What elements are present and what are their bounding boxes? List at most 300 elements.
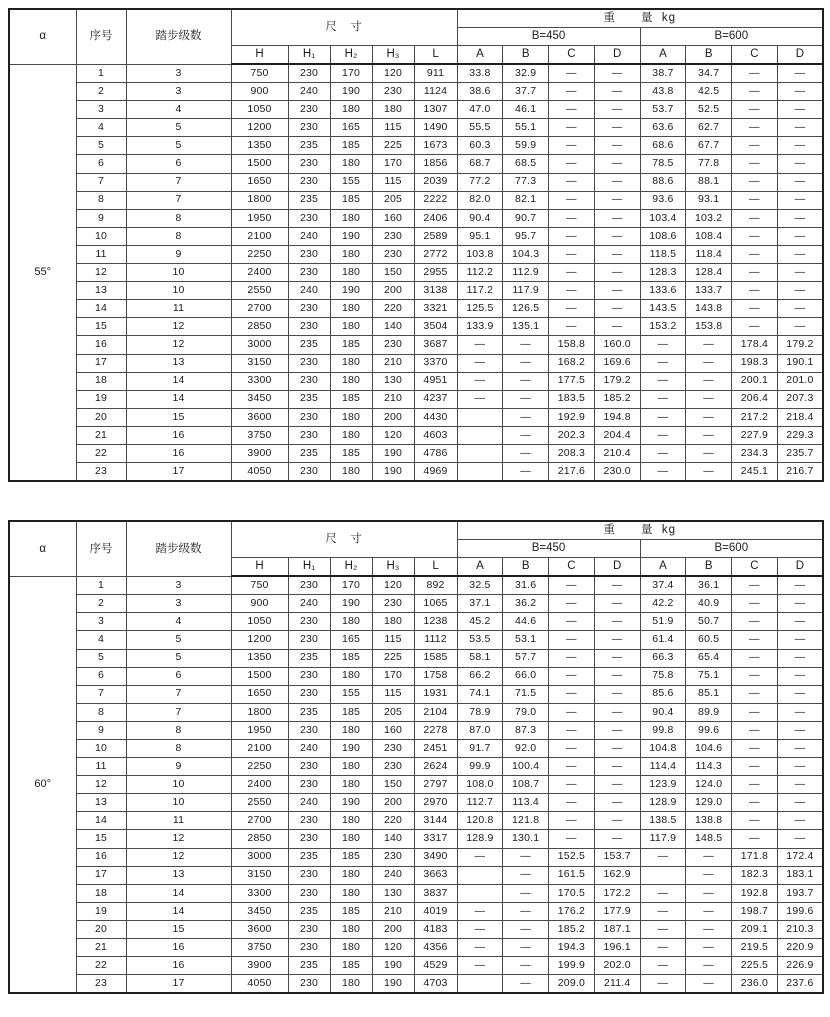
cell: 99.6 [686, 721, 732, 739]
cell: — [732, 631, 778, 649]
cell: — [777, 264, 823, 282]
cell: — [732, 173, 778, 191]
cell: 1200 [231, 119, 288, 137]
cell: 235 [288, 902, 330, 920]
cell: 205 [372, 191, 414, 209]
cell: — [732, 794, 778, 812]
cell: 120 [372, 576, 414, 595]
cell: 4 [126, 613, 231, 631]
cell: 87.3 [503, 721, 549, 739]
cell: 153.8 [686, 318, 732, 336]
cell: 45.2 [457, 613, 503, 631]
cell: — [503, 463, 549, 482]
cell: 4529 [414, 957, 457, 975]
cell: 140 [372, 830, 414, 848]
cell: 10 [126, 282, 231, 300]
cell: — [549, 245, 595, 263]
cell: — [549, 264, 595, 282]
cell: 78.5 [640, 155, 686, 173]
cell: 55.5 [457, 119, 503, 137]
cell: 14 [126, 390, 231, 408]
cell: — [594, 101, 640, 119]
cell: — [457, 939, 503, 957]
cell: 75.8 [640, 667, 686, 685]
table-row [9, 372, 823, 390]
cell: 193.7 [777, 884, 823, 902]
cell: 135.1 [503, 318, 549, 336]
cell: — [777, 613, 823, 631]
cell: 4951 [414, 372, 457, 390]
cell: 2589 [414, 227, 457, 245]
cell: 2970 [414, 794, 457, 812]
cell: 200.1 [732, 372, 778, 390]
table-row [9, 957, 823, 975]
cell: 1758 [414, 667, 457, 685]
cell: 2700 [231, 812, 288, 830]
cell: 118.4 [686, 245, 732, 263]
cell: 120 [372, 426, 414, 444]
cell: — [594, 155, 640, 173]
cell: 230 [372, 595, 414, 613]
cell: — [594, 245, 640, 263]
cell: 230 [288, 354, 330, 372]
cell: 68.5 [503, 155, 549, 173]
cell: 138.5 [640, 812, 686, 830]
cell: — [640, 444, 686, 462]
cell: 190.1 [777, 354, 823, 372]
cell: — [549, 300, 595, 318]
cell: — [457, 390, 503, 408]
cell: 133.7 [686, 282, 732, 300]
cell: 4786 [414, 444, 457, 462]
cell: 7 [76, 173, 126, 191]
cell: 170 [372, 155, 414, 173]
group-header-b450: B=450 [457, 540, 640, 558]
cell: 180 [330, 209, 372, 227]
table-row [9, 227, 823, 245]
cell: 133.6 [640, 282, 686, 300]
cell: 180 [330, 776, 372, 794]
cell: 77.2 [457, 173, 503, 191]
cell: 133.9 [457, 318, 503, 336]
col-header-450-D: D [594, 558, 640, 577]
cell: 180 [330, 812, 372, 830]
cell: 115 [372, 173, 414, 191]
col-header-L: L [414, 46, 457, 65]
table-row [9, 191, 823, 209]
cell: 4356 [414, 939, 457, 957]
cell: — [686, 354, 732, 372]
cell: — [549, 794, 595, 812]
cell: 1800 [231, 703, 288, 721]
cell: 61.4 [640, 631, 686, 649]
cell: — [549, 776, 595, 794]
table-row [9, 300, 823, 318]
cell: 3000 [231, 848, 288, 866]
col-header-serial: 序号 [76, 521, 126, 576]
cell: 3 [126, 576, 231, 595]
cell: 3321 [414, 300, 457, 318]
cell: 120 [372, 64, 414, 83]
cell: — [640, 426, 686, 444]
cell: 3450 [231, 390, 288, 408]
cell: 3 [76, 613, 126, 631]
cell: 230 [288, 426, 330, 444]
cell: 44.6 [503, 613, 549, 631]
cell: 160 [372, 209, 414, 227]
cell: 75.1 [686, 667, 732, 685]
cell: — [594, 740, 640, 758]
cell: — [732, 83, 778, 101]
cell: 240 [288, 595, 330, 613]
cell: 155 [330, 173, 372, 191]
cell: 3450 [231, 902, 288, 920]
table-row [9, 155, 823, 173]
cell: 16 [76, 848, 126, 866]
cell: 170 [330, 64, 372, 83]
cell: 202.0 [594, 957, 640, 975]
cell: 171.8 [732, 848, 778, 866]
cell: 225.5 [732, 957, 778, 975]
cell: — [503, 390, 549, 408]
cell: 112.9 [503, 264, 549, 282]
cell: 2400 [231, 264, 288, 282]
cell: — [777, 649, 823, 667]
cell: 185 [330, 444, 372, 462]
cell: 230 [288, 667, 330, 685]
cell: 120.8 [457, 812, 503, 830]
cell: 2100 [231, 227, 288, 245]
cell: 3 [126, 83, 231, 101]
cell: 2400 [231, 776, 288, 794]
cell: — [686, 372, 732, 390]
cell: 198.3 [732, 354, 778, 372]
table-row [9, 758, 823, 776]
cell: 235 [288, 336, 330, 354]
cell: 32.9 [503, 64, 549, 83]
cell: 11 [126, 812, 231, 830]
table-row [9, 245, 823, 263]
cell: 2624 [414, 758, 457, 776]
cell: 77.3 [503, 173, 549, 191]
cell: 3150 [231, 354, 288, 372]
cell: 128.4 [686, 264, 732, 282]
cell: 3 [126, 595, 231, 613]
cell: 47.0 [457, 101, 503, 119]
cell: 19 [76, 390, 126, 408]
cell: 1650 [231, 685, 288, 703]
cell: — [777, 191, 823, 209]
cell: 140 [372, 318, 414, 336]
table-row [9, 721, 823, 739]
cell: 143.8 [686, 300, 732, 318]
table-row [9, 209, 823, 227]
cell: — [594, 64, 640, 83]
cell: 34.7 [686, 64, 732, 83]
cell: 230 [288, 173, 330, 191]
cell: 71.5 [503, 685, 549, 703]
cell: — [777, 155, 823, 173]
cell: 11 [76, 758, 126, 776]
cell: 85.6 [640, 685, 686, 703]
cell: 230 [288, 64, 330, 83]
cell: 190 [330, 227, 372, 245]
cell: 3750 [231, 939, 288, 957]
cell: 180 [330, 613, 372, 631]
cell: 190 [330, 740, 372, 758]
cell: — [503, 902, 549, 920]
cell: — [686, 920, 732, 938]
cell: — [686, 408, 732, 426]
cell: 57.7 [503, 649, 549, 667]
cell: 5 [126, 631, 231, 649]
cell: 217.6 [549, 463, 595, 482]
cell: 121.8 [503, 812, 549, 830]
cell: — [777, 740, 823, 758]
cell: — [594, 83, 640, 101]
cell [457, 975, 503, 994]
cell: 66.3 [640, 649, 686, 667]
table-row [9, 336, 823, 354]
table-row [9, 426, 823, 444]
cell: 911 [414, 64, 457, 83]
table-row [9, 390, 823, 408]
cell: 112.2 [457, 264, 503, 282]
col-header-600-B: B [686, 46, 732, 65]
cell: — [640, 975, 686, 994]
cell: 230 [288, 613, 330, 631]
cell: 42.5 [686, 83, 732, 101]
table-row [9, 703, 823, 721]
cell: 180 [330, 354, 372, 372]
cell: 143.5 [640, 300, 686, 318]
cell: — [777, 685, 823, 703]
cell: — [777, 227, 823, 245]
cell: 230 [288, 884, 330, 902]
cell: 37.4 [640, 576, 686, 595]
cell: 79.0 [503, 703, 549, 721]
cell: — [686, 957, 732, 975]
cell: 13 [126, 866, 231, 884]
cell: 15 [126, 920, 231, 938]
cell: 180 [330, 155, 372, 173]
cell: — [640, 463, 686, 482]
cell: — [777, 703, 823, 721]
cell: 3138 [414, 282, 457, 300]
cell: 5 [126, 137, 231, 155]
table-row [9, 902, 823, 920]
col-header-600-B: B [686, 558, 732, 577]
cell: 6 [126, 667, 231, 685]
cell: 38.6 [457, 83, 503, 101]
cell: — [503, 884, 549, 902]
cell: 1350 [231, 649, 288, 667]
cell: 180 [330, 264, 372, 282]
cell: 245.1 [732, 463, 778, 482]
cell: 240 [372, 866, 414, 884]
cell: 5 [76, 649, 126, 667]
cell: — [777, 794, 823, 812]
cell: 3000 [231, 336, 288, 354]
cell: 236.0 [732, 975, 778, 994]
cell: — [640, 902, 686, 920]
cell: 85.1 [686, 685, 732, 703]
cell: 14 [126, 884, 231, 902]
cell: 12 [126, 318, 231, 336]
cell: 3 [126, 64, 231, 83]
cell: 200 [372, 920, 414, 938]
cell: 7 [76, 685, 126, 703]
cell: 7 [126, 173, 231, 191]
cell: — [549, 631, 595, 649]
cell: 180 [330, 245, 372, 263]
cell: 2550 [231, 794, 288, 812]
cell: 103.2 [686, 209, 732, 227]
col-header-H1: H₁ [288, 558, 330, 577]
cell: 113.4 [503, 794, 549, 812]
group-header-b450: B=450 [457, 28, 640, 46]
col-header-serial: 序号 [76, 9, 126, 64]
cell: — [594, 685, 640, 703]
cell: 230 [288, 721, 330, 739]
cell: 2222 [414, 191, 457, 209]
cell: 216.7 [777, 463, 823, 482]
cell: 17 [76, 866, 126, 884]
cell: — [686, 975, 732, 994]
cell: — [640, 336, 686, 354]
cell: 230 [288, 264, 330, 282]
cell: 1931 [414, 685, 457, 703]
cell: 892 [414, 576, 457, 595]
cell: 2278 [414, 721, 457, 739]
cell: — [594, 758, 640, 776]
cell: — [777, 595, 823, 613]
cell: 165 [330, 119, 372, 137]
cell: — [732, 613, 778, 631]
cell: — [686, 902, 732, 920]
cell: — [640, 848, 686, 866]
cell: — [732, 721, 778, 739]
cell: — [594, 595, 640, 613]
cell: 199.6 [777, 902, 823, 920]
col-header-steps: 踏步级数 [126, 521, 231, 576]
cell: — [503, 975, 549, 994]
cell: 4237 [414, 390, 457, 408]
cell: 3600 [231, 920, 288, 938]
cell: 15 [76, 318, 126, 336]
cell: 180 [330, 920, 372, 938]
cell: 90.4 [457, 209, 503, 227]
cell: — [549, 685, 595, 703]
cell: 900 [231, 595, 288, 613]
cell: 16 [126, 426, 231, 444]
cell: — [777, 576, 823, 595]
cell: — [549, 318, 595, 336]
cell: 230 [288, 631, 330, 649]
cell: 210.3 [777, 920, 823, 938]
cell: 12 [76, 776, 126, 794]
cell: — [594, 703, 640, 721]
cell: 103.4 [640, 209, 686, 227]
cell: — [503, 866, 549, 884]
cell: 152.5 [549, 848, 595, 866]
cell: 158.8 [549, 336, 595, 354]
cell: 230 [288, 463, 330, 482]
cell: 2250 [231, 245, 288, 263]
cell: — [594, 119, 640, 137]
cell: 194.8 [594, 408, 640, 426]
cell: 227.9 [732, 426, 778, 444]
cell: 185 [330, 848, 372, 866]
cell: 68.6 [640, 137, 686, 155]
cell: — [549, 173, 595, 191]
col-header-600-D: D [777, 46, 823, 65]
cell: 230 [288, 975, 330, 994]
cell: 234.3 [732, 444, 778, 462]
cell: — [777, 318, 823, 336]
cell: 65.4 [686, 649, 732, 667]
cell: 1500 [231, 667, 288, 685]
cell: 20 [76, 408, 126, 426]
cell: 15 [126, 408, 231, 426]
cell: 114.4 [640, 758, 686, 776]
table-row [9, 173, 823, 191]
cell: 112.7 [457, 794, 503, 812]
cell: 161.5 [549, 866, 595, 884]
table-row [9, 975, 823, 994]
cell: 68.7 [457, 155, 503, 173]
cell: 74.1 [457, 685, 503, 703]
col-header-alpha: α [9, 521, 76, 576]
cell: 230 [288, 920, 330, 938]
col-header-H: H [231, 558, 288, 577]
cell: 1490 [414, 119, 457, 137]
cell: 1307 [414, 101, 457, 119]
col-header-600-A: A [640, 46, 686, 65]
cell: 183.1 [777, 866, 823, 884]
cell: 22 [76, 444, 126, 462]
cell: — [640, 408, 686, 426]
cell: 3317 [414, 830, 457, 848]
cell: 55.1 [503, 119, 549, 137]
cell: 2700 [231, 300, 288, 318]
cell: 180 [330, 721, 372, 739]
cell: 4 [76, 631, 126, 649]
cell: 177.5 [549, 372, 595, 390]
cell: — [549, 209, 595, 227]
cell: — [732, 740, 778, 758]
cell: 155 [330, 685, 372, 703]
col-header-H3: H₃ [372, 46, 414, 65]
cell: — [686, 884, 732, 902]
cell: 50.7 [686, 613, 732, 631]
cell: 22 [76, 957, 126, 975]
cell: 5 [76, 137, 126, 155]
table-row [9, 631, 823, 649]
cell: 129.0 [686, 794, 732, 812]
cell: — [594, 137, 640, 155]
cell: — [732, 318, 778, 336]
cell: 6 [76, 667, 126, 685]
cell: — [594, 721, 640, 739]
table-row [9, 794, 823, 812]
cell: 63.6 [640, 119, 686, 137]
table-row [9, 884, 823, 902]
cell: 230 [288, 372, 330, 390]
cell: 37.1 [457, 595, 503, 613]
cell: — [549, 740, 595, 758]
cell: 230 [288, 830, 330, 848]
